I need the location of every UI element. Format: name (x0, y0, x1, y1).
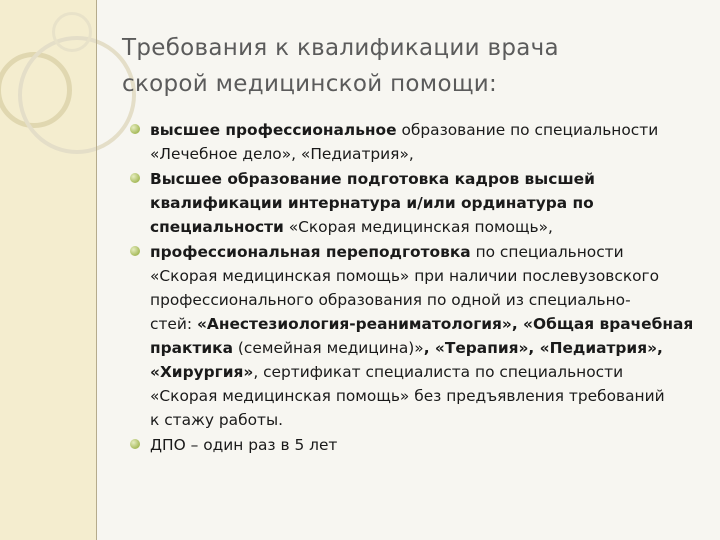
text-run: «Хирургия» (150, 363, 254, 381)
list-item (150, 118, 710, 166)
list-item-line (150, 433, 710, 457)
text-run: стей: (150, 315, 197, 333)
list-item-line (150, 264, 710, 288)
text-run: «Скорая медицинская помощь», (283, 218, 553, 236)
list-item (150, 433, 710, 457)
bullet-dot-icon (130, 173, 140, 183)
text-run: , сертификат специалиста по специальности (253, 363, 624, 381)
bullet-dot-icon (130, 246, 140, 256)
text-run: практика (150, 339, 234, 357)
text-run: «Скорая медицинская помощь» без предъявления требований (150, 387, 665, 405)
text-run: ДПО – один раз в 5 лет (150, 436, 338, 454)
text-run: специальности (150, 218, 284, 236)
text-run: высшее профессиональное (150, 121, 397, 139)
text-run: по специальности (470, 243, 624, 261)
list-item-line (150, 288, 710, 312)
list-item-line (150, 360, 710, 384)
text-run: «Скорая медицинская помощь» при наличии послевузовского (150, 267, 660, 285)
text-run: квалификации интернатура и/или ординатура по (150, 194, 594, 212)
list-item (150, 240, 710, 432)
bullet-dot-icon (130, 439, 140, 449)
list-item-line (150, 142, 710, 166)
decorative-ring (52, 12, 92, 52)
text-run: Высшее образование подготовка кадров высшей (150, 170, 595, 188)
list-item-line (150, 312, 710, 336)
requirements-list (150, 118, 710, 458)
text-run: к стажу работы. (150, 411, 284, 429)
text-run: профессионального образования по одной из специально- (150, 291, 631, 309)
text-run: профессиональная переподготовка (150, 243, 471, 261)
text-run: (семейная медицина)» (233, 339, 424, 357)
list-item (150, 167, 710, 239)
list-item-line (150, 408, 710, 432)
list-item-line (150, 384, 710, 408)
list-item-line (150, 215, 710, 239)
decorative-side-band (0, 0, 96, 540)
text-run: образование по специальности (396, 121, 659, 139)
decorative-ring (18, 36, 136, 154)
text-run: «Анестезиология-реаниматология», «Общая врачебная (196, 315, 694, 333)
text-run: «Лечебное дело», «Педиатрия», (150, 145, 414, 163)
slide-title-line: скорой медицинской помощи: (122, 71, 498, 97)
list-item-line (150, 167, 710, 191)
slide-title-line: Требования к квалификации врача (122, 35, 559, 61)
side-divider (96, 0, 97, 540)
slide-title (122, 30, 702, 102)
bullet-dot-icon (130, 124, 140, 134)
list-item-line (150, 118, 710, 142)
list-item-line (150, 191, 710, 215)
list-item-line (150, 240, 710, 264)
text-run: , «Терапия», «Педиатрия», (423, 339, 663, 357)
list-item-line (150, 336, 710, 360)
